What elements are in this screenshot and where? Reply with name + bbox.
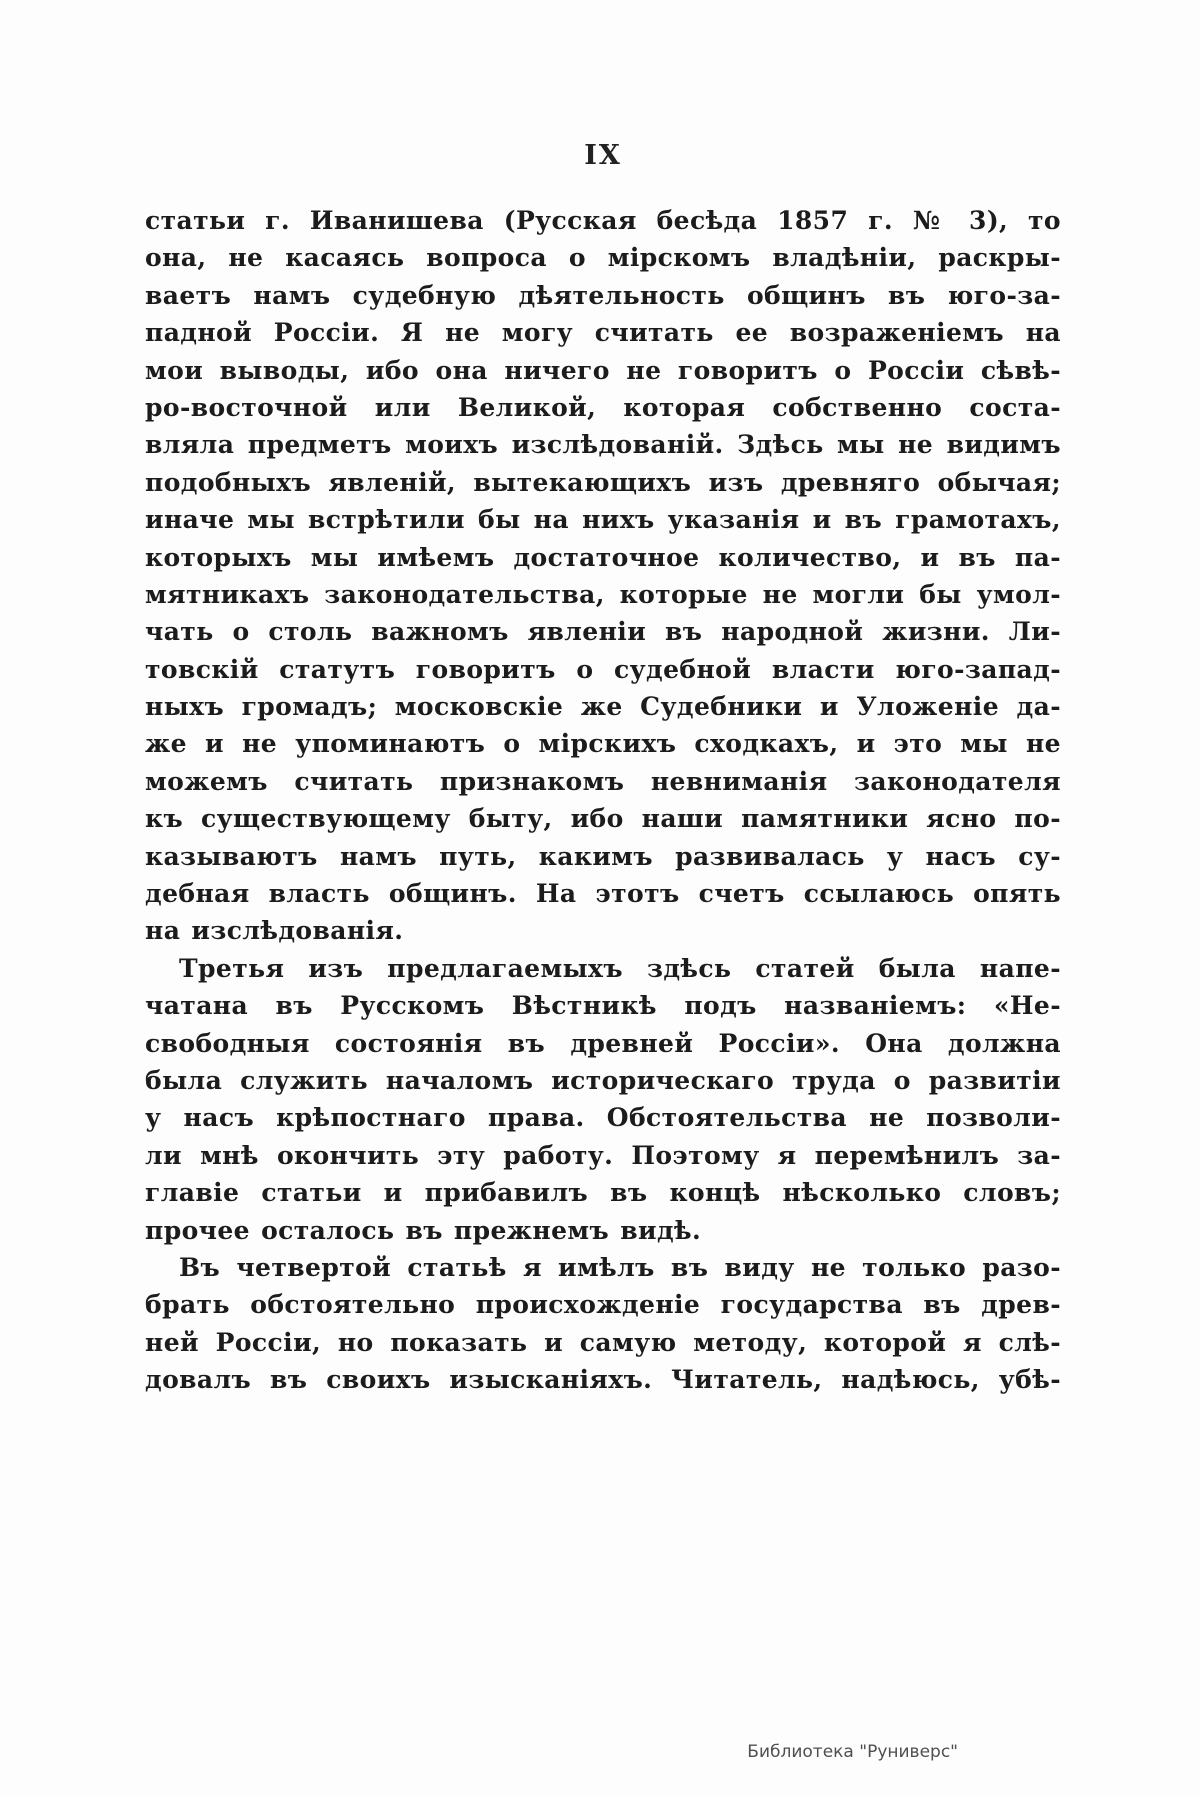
text-line: чать о столь важномъ явленіи въ народной жизни. Ли- <box>145 617 1061 647</box>
text-line: можемъ считать признакомъ невниманія законодателя <box>145 766 1061 796</box>
text-line: чатана въ Русскомъ Вѣстникѣ подъ названіемъ: «Не- <box>145 991 1061 1021</box>
text-line: подобныхъ явленій, вытекающихъ изъ древняго обычая; <box>145 467 1061 497</box>
text-line: у насъ крѣпостнаго права. Обстоятельства не позволи- <box>145 1103 1061 1133</box>
text-line: она, не касаясь вопроса о мірскомъ владѣніи, раскры- <box>145 243 1061 273</box>
text-line: дебная власть общинъ. На этотъ счетъ ссылаюсь опять <box>145 879 1061 909</box>
text-line: казываютъ намъ путь, какимъ развивалась у насъ су- <box>145 841 1061 871</box>
text-line: которыхъ мы имѣемъ достаточное количество, и въ па- <box>145 542 1061 572</box>
text-line: ро-восточной или Великой, которая собственно соста- <box>145 392 1061 422</box>
text-line: ней Россіи, но показать и самую методу, которой я слѣ- <box>145 1327 1061 1357</box>
text-line: статьи г. Иванишева (Русская бесѣда 1857 г. № 3), то <box>145 206 1061 235</box>
paragraph <box>145 202 1061 950</box>
text-line: была служить началомъ историческаго труда о развитіи <box>145 1065 1061 1095</box>
page-number: IX <box>584 140 622 171</box>
text-line: ныхъ громадъ; московскіе же Судебники и Уложеніе да- <box>145 692 1061 722</box>
paragraph <box>145 1249 1061 1399</box>
text-line: главіе статьи и прибавилъ въ концѣ нѣсколько словъ; <box>145 1178 1061 1208</box>
text-line: мятникахъ законодательства, которые не могли бы умол- <box>145 579 1061 609</box>
text-line: довалъ въ своихъ изысканіяхъ. Читатель, надѣюсь, убѣ- <box>145 1365 1061 1395</box>
text-line: свободныя состоянія въ древней Россіи». Она должна <box>145 1028 1061 1058</box>
text-line: же и не упоминаютъ о мірскихъ сходкахъ, и это мы не <box>145 729 1061 759</box>
text-line: ли мнѣ окончить эту работу. Поэтому я перемѣнилъ за- <box>145 1140 1061 1170</box>
text-line: на изслѣдованія. <box>145 916 404 946</box>
text-line: вляла предметъ моихъ изслѣдованій. Здѣсь мы не видимъ <box>145 430 1061 460</box>
text-line: къ существующему быту, ибо наши памятники ясно по- <box>145 804 1061 834</box>
text-line: иначе мы встрѣтили бы на нихъ указанія и въ грамотахъ, <box>145 505 1061 535</box>
text-line: мои выводы, ибо она ничего не говоритъ о Россіи сѣвѣ- <box>145 355 1061 385</box>
text-line: ваетъ намъ судебную дѣятельность общинъ въ юго-за- <box>145 280 1061 310</box>
text-line: падной Россіи. Я не могу считать ее возраженіемъ на <box>145 318 1061 348</box>
text-block <box>145 202 1061 1399</box>
text-line: прочее осталось въ прежнемъ видѣ. <box>145 1215 702 1245</box>
text-line: Третья изъ предлагаемыхъ здѣсь статей была напе- <box>179 953 1061 983</box>
library-watermark: Библиотека "Руниверс" <box>747 1742 958 1762</box>
text-line: Въ четвертой статьѣ я имѣлъ въ виду не только разо- <box>179 1252 1061 1282</box>
text-line: товскій статутъ говоритъ о судебной власти юго-запад- <box>145 654 1061 684</box>
text-line: брать обстоятельно происхожденіе государства въ древ- <box>145 1290 1061 1320</box>
paragraph <box>145 950 1061 1249</box>
